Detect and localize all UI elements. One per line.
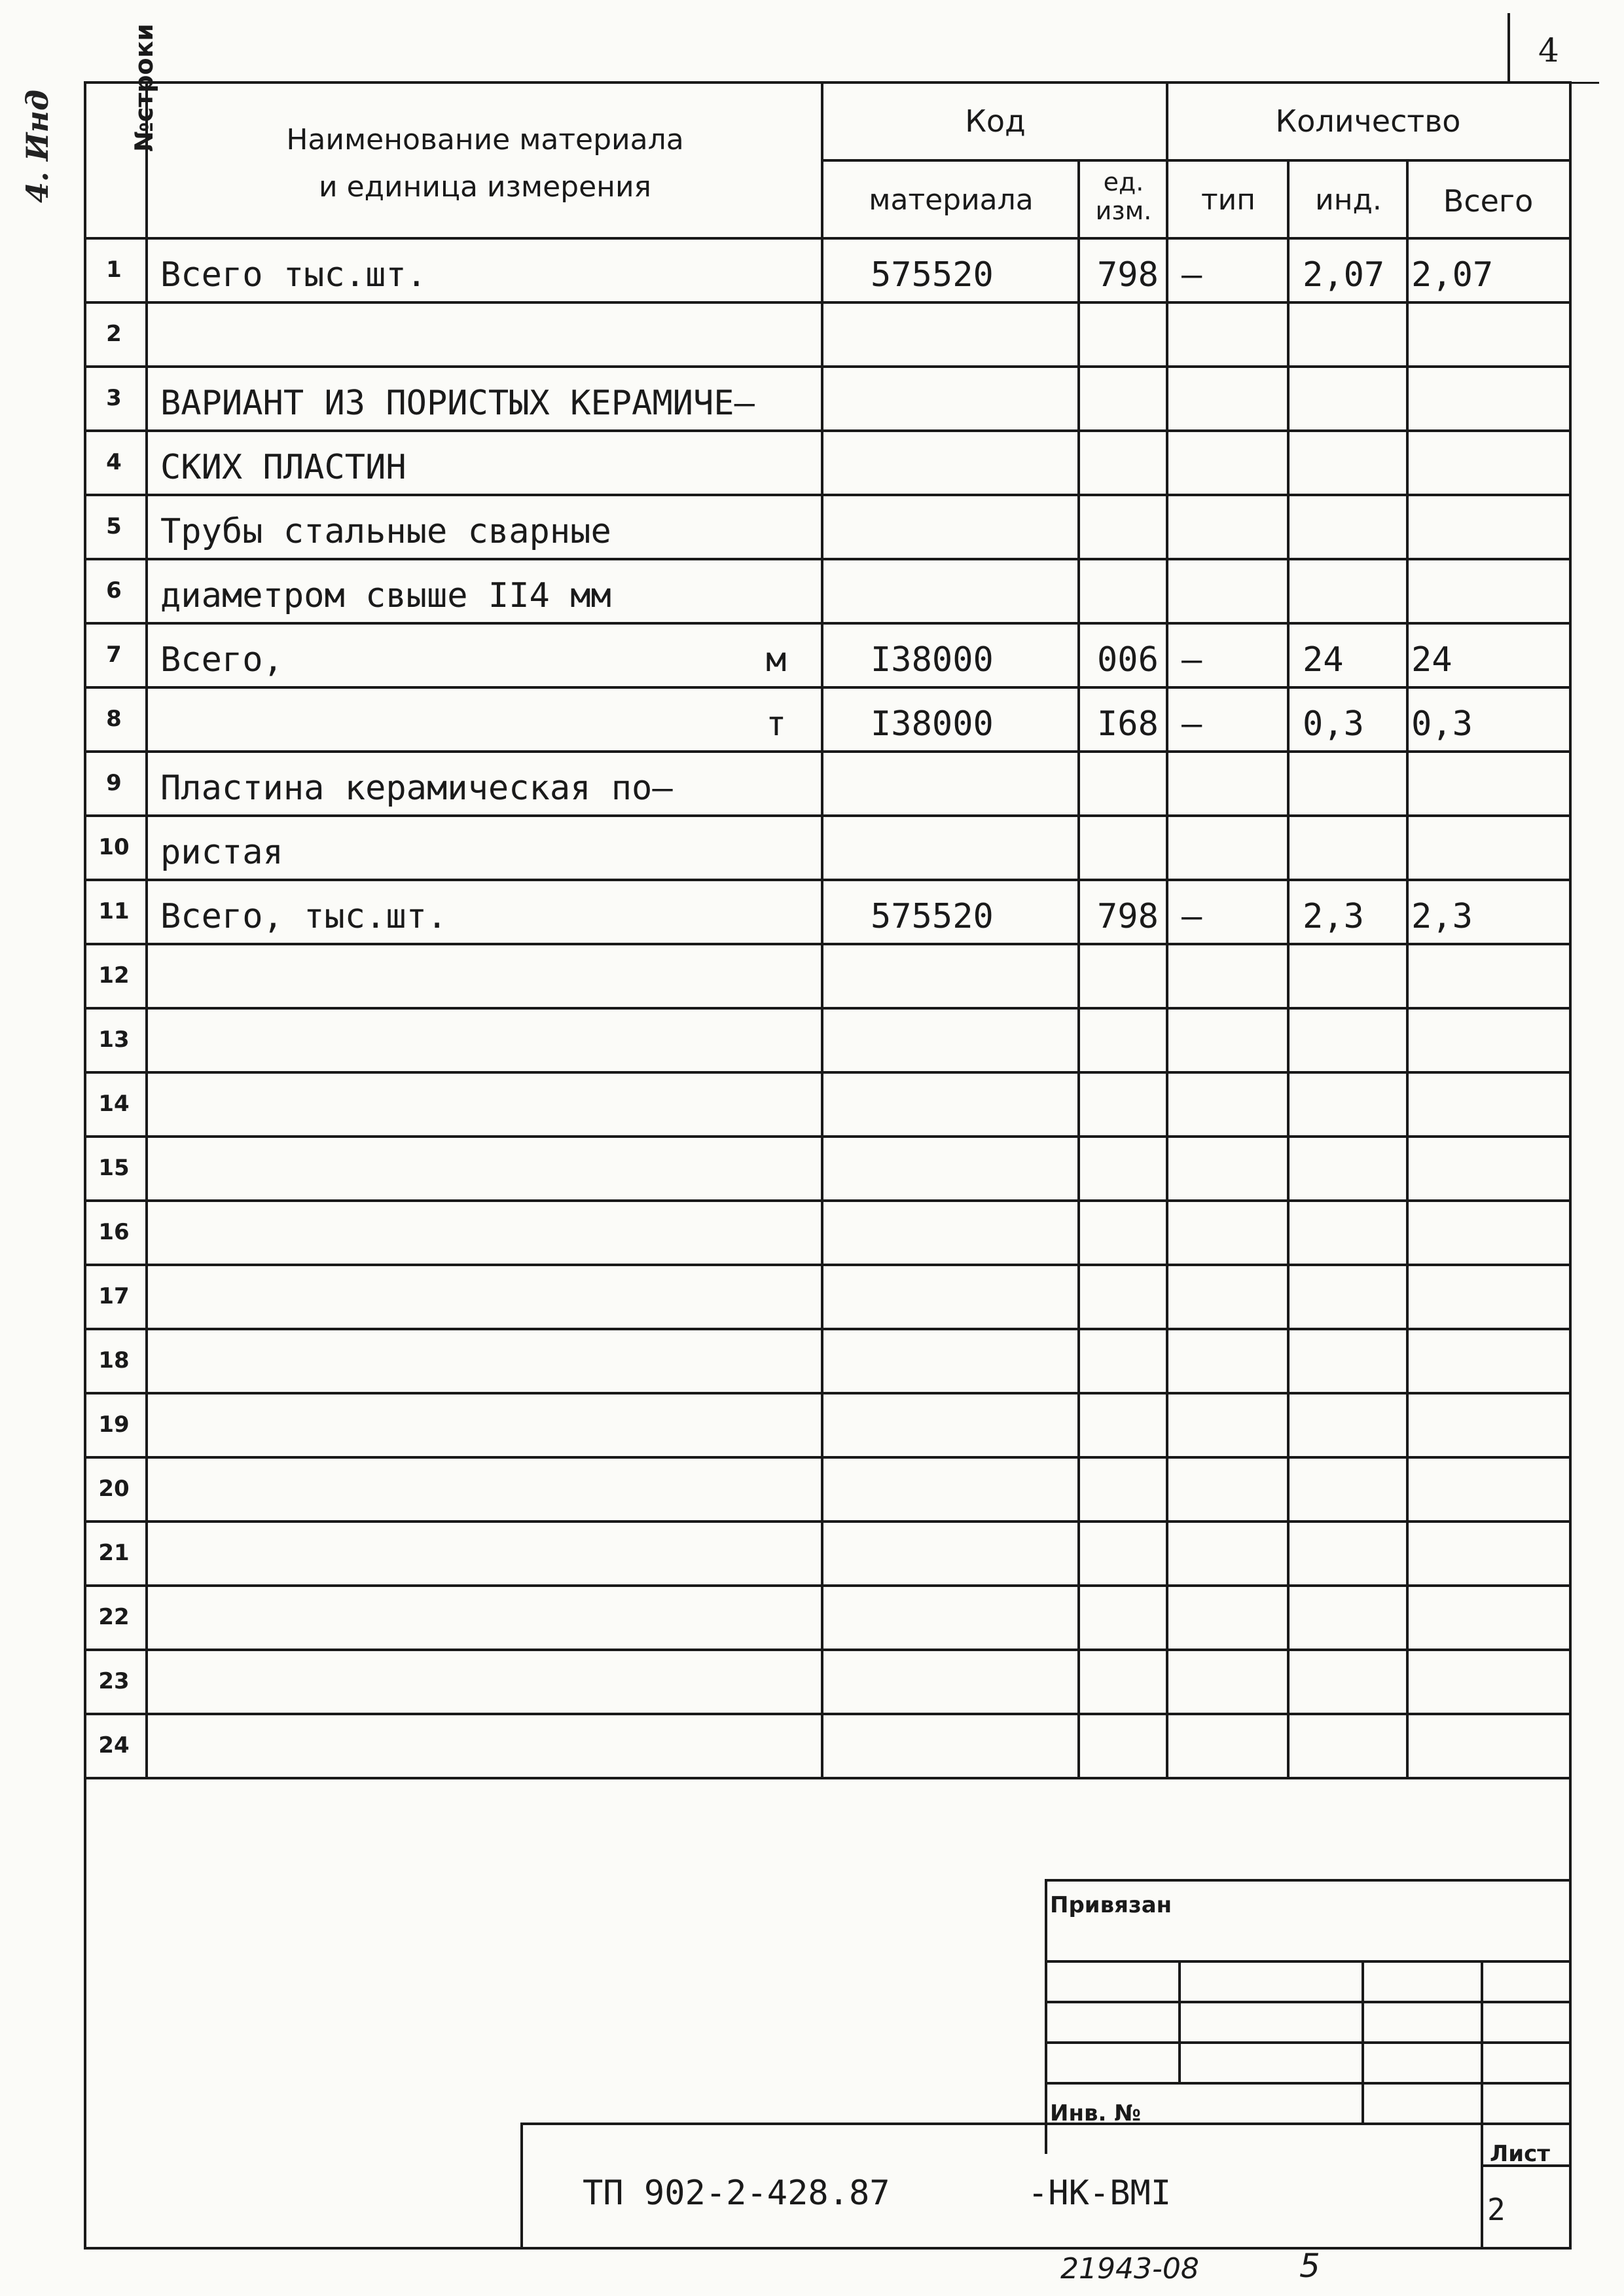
material-code: 575520	[871, 897, 994, 936]
row-number: 8	[106, 706, 122, 732]
ind-value: 2,07	[1303, 255, 1385, 295]
col-divider	[1406, 159, 1409, 1777]
row-number: 4	[106, 449, 122, 475]
ind-value: 2,3	[1303, 897, 1364, 936]
row-number: 19	[98, 1412, 130, 1438]
header-name-line1: Наименование материала	[286, 123, 684, 156]
row-divider	[84, 1135, 1572, 1138]
type-value: –	[1182, 640, 1202, 680]
row-divider	[84, 814, 1572, 817]
row-divider	[84, 1071, 1572, 1074]
header-name-line2: и единица измерения	[318, 170, 652, 204]
frame-left-border	[84, 1777, 86, 2247]
row-number: 1	[106, 257, 122, 283]
row-number: 22	[98, 1604, 130, 1630]
stamp-divider	[1045, 1879, 1047, 2154]
row-number: 11	[98, 898, 130, 924]
row-divider	[84, 686, 1572, 689]
table-bottom-border	[84, 1777, 1572, 1779]
row-number: 20	[98, 1476, 130, 1502]
header-unit-line1: ед.	[1103, 168, 1144, 196]
row-number: 14	[98, 1091, 130, 1117]
header-type: тип	[1201, 183, 1255, 217]
row-divider	[84, 1199, 1572, 1202]
material-name: ристая	[160, 833, 283, 872]
row-number: 2	[106, 321, 122, 347]
row-divider	[84, 365, 1572, 368]
ind-value: 24	[1303, 640, 1344, 680]
row-number: 13	[98, 1027, 130, 1053]
ind-value: 0,3	[1303, 704, 1364, 744]
row-divider	[84, 1520, 1572, 1523]
row-divider	[84, 750, 1572, 753]
row-divider	[84, 1649, 1572, 1651]
row-divider	[84, 429, 1572, 432]
row-number: 3	[106, 385, 122, 411]
row-number: 24	[98, 1732, 130, 1758]
material-name: Пластина керамическая по–	[160, 769, 673, 808]
row-number: 7	[106, 642, 122, 668]
row-divider	[84, 943, 1572, 945]
stamp-line	[1045, 1960, 1569, 1963]
row-number: 9	[106, 770, 122, 796]
document-suffix: -НК-ВМI	[1028, 2174, 1172, 2213]
material-name: Трубы стальные сварные	[160, 512, 611, 551]
inventory-number-label: Инв. №	[1050, 2100, 1142, 2126]
material-name: Всего тыс.шт.	[160, 255, 427, 295]
row-number: 15	[98, 1155, 130, 1181]
type-value: –	[1182, 897, 1202, 936]
material-name: Всего, тыс.шт.	[160, 897, 448, 936]
frame-right-border	[1569, 1777, 1572, 2247]
type-value: –	[1182, 704, 1202, 744]
row-divider	[84, 1713, 1572, 1715]
stamp-line	[1045, 1879, 1569, 1882]
stamp-divider	[1481, 1960, 1483, 2247]
sheet-number: 2	[1487, 2192, 1506, 2227]
page-number: 4	[1538, 31, 1559, 69]
stamp-divider	[1362, 1960, 1364, 2123]
table-top-border	[84, 81, 1572, 84]
unit-code: I68	[1097, 704, 1159, 744]
material-name: диаметром свыше II4 мм	[160, 576, 611, 615]
row-divider	[84, 558, 1572, 560]
material-code: 575520	[871, 255, 994, 295]
material-code: I38000	[871, 640, 994, 680]
row-number: 18	[98, 1347, 130, 1374]
unit-code: 006	[1097, 640, 1159, 680]
row-number: 5	[106, 513, 122, 539]
header-bottom-border	[84, 237, 1572, 240]
sheet-label: Лист	[1490, 2141, 1550, 2167]
unit-suffix: м	[766, 640, 787, 680]
row-divider	[84, 494, 1572, 496]
stamp-line	[1045, 2001, 1569, 2003]
row-divider	[84, 1392, 1572, 1394]
stamp-divider	[1178, 1960, 1181, 2082]
material-code: I38000	[871, 704, 994, 744]
header-divider	[821, 159, 1569, 162]
stamp-line	[1045, 2082, 1569, 2085]
header-total: Всего	[1443, 183, 1534, 219]
row-number: 21	[98, 1540, 130, 1566]
unit-suffix: т	[766, 704, 787, 744]
total-value: 0,3	[1411, 704, 1473, 744]
row-number: 10	[98, 834, 130, 860]
handwritten-margin-note: 4. Инд	[20, 89, 55, 203]
header-code: Код	[965, 103, 1026, 139]
material-name: СКИХ ПЛАСТИН	[160, 448, 406, 487]
material-name: Всего,	[160, 640, 283, 680]
archive-page: 5	[1299, 2247, 1320, 2285]
linked-label: Привязан	[1050, 1892, 1172, 1918]
archive-number: 21943-08	[1060, 2252, 1199, 2286]
row-number: 12	[98, 962, 130, 989]
document-code: ТП 902-2-428.87	[583, 2174, 890, 2213]
type-value: –	[1182, 255, 1202, 295]
header-quantity: Количество	[1275, 103, 1461, 139]
frame-bottom-border	[84, 2247, 1572, 2250]
row-number: 23	[98, 1668, 130, 1694]
col-divider	[1287, 159, 1290, 1777]
header-ind: инд.	[1315, 183, 1382, 217]
row-divider	[84, 1007, 1572, 1010]
row-divider	[84, 1328, 1572, 1330]
row-divider	[84, 1584, 1572, 1587]
title-box-top	[520, 2123, 1569, 2125]
unit-code: 798	[1097, 897, 1159, 936]
header-material: материала	[869, 183, 1034, 217]
row-number: 16	[98, 1219, 130, 1245]
row-divider	[84, 1264, 1572, 1266]
total-value: 2,07	[1411, 255, 1494, 295]
total-value: 2,3	[1411, 897, 1473, 936]
title-box-left	[520, 2123, 523, 2247]
material-name: ВАРИАНТ ИЗ ПОРИСТЫХ КЕРАМИЧЕ–	[160, 384, 755, 423]
stamp-line	[1045, 2041, 1569, 2044]
row-number: 17	[98, 1283, 130, 1309]
col-divider	[1077, 159, 1080, 1777]
row-number: 6	[106, 577, 122, 604]
unit-code: 798	[1097, 255, 1159, 295]
row-divider	[84, 1456, 1572, 1459]
row-divider	[84, 879, 1572, 881]
row-divider	[84, 301, 1572, 304]
header-unit-line2: изм.	[1095, 196, 1152, 225]
total-value: 24	[1411, 640, 1453, 680]
header-row-number: №строки	[130, 24, 158, 152]
row-divider	[84, 622, 1572, 625]
